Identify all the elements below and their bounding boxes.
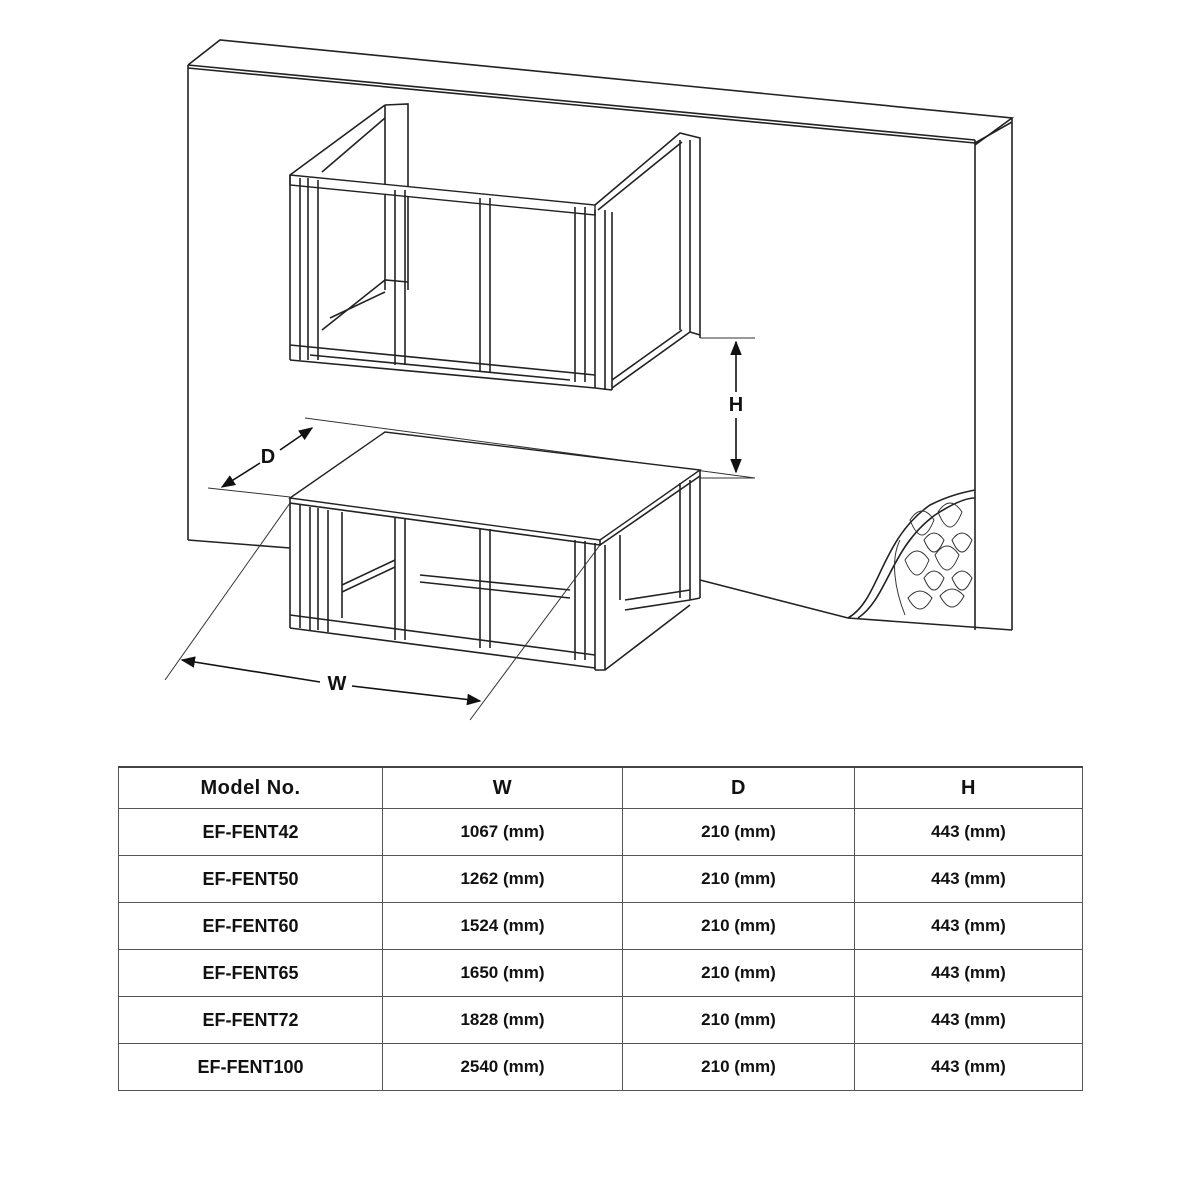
header-depth: D [623,767,855,809]
height-cell: 443 (mm) [855,856,1083,903]
height-cell: 443 (mm) [855,997,1083,1044]
depth-cell: 210 (mm) [623,997,855,1044]
model-dimensions-table [118,766,1083,1091]
table-header-row [119,767,1083,809]
model-cell: EF-FENT100 [119,1044,383,1091]
height-label: H [728,394,744,416]
width-cell: 1262 (mm) [383,856,623,903]
height-cell: 443 (mm) [855,903,1083,950]
width-cell: 1828 (mm) [383,997,623,1044]
table-row [119,1044,1083,1091]
depth-cell: 210 (mm) [623,1044,855,1091]
model-cell: EF-FENT50 [119,856,383,903]
width-label: W [327,673,347,695]
width-cell: 1650 (mm) [383,950,623,997]
lower-box-frame [290,432,700,670]
height-cell: 443 (mm) [855,950,1083,997]
width-cell: 2540 (mm) [383,1044,623,1091]
depth-cell: 210 (mm) [623,856,855,903]
height-cell: 443 (mm) [855,1044,1083,1091]
model-cell: EF-FENT60 [119,903,383,950]
model-cell: EF-FENT42 [119,809,383,856]
table-row [119,809,1083,856]
header-model-no: Model No. [119,767,383,809]
table-row [119,856,1083,903]
height-cell: 443 (mm) [855,809,1083,856]
depth-cell: 210 (mm) [623,950,855,997]
depth-cell: 210 (mm) [623,809,855,856]
header-width: W [383,767,623,809]
model-cell: EF-FENT72 [119,997,383,1044]
depth-label: D [260,446,276,468]
height-dimension [700,338,755,478]
table-row [119,903,1083,950]
depth-cell: 210 (mm) [623,903,855,950]
table-row [119,950,1083,997]
width-cell: 1524 (mm) [383,903,623,950]
table-row [119,997,1083,1044]
header-height: H [855,767,1083,809]
width-cell: 1067 (mm) [383,809,623,856]
model-cell: EF-FENT65 [119,950,383,997]
insulation-cutaway [848,490,975,618]
upper-box-frame [290,104,700,390]
